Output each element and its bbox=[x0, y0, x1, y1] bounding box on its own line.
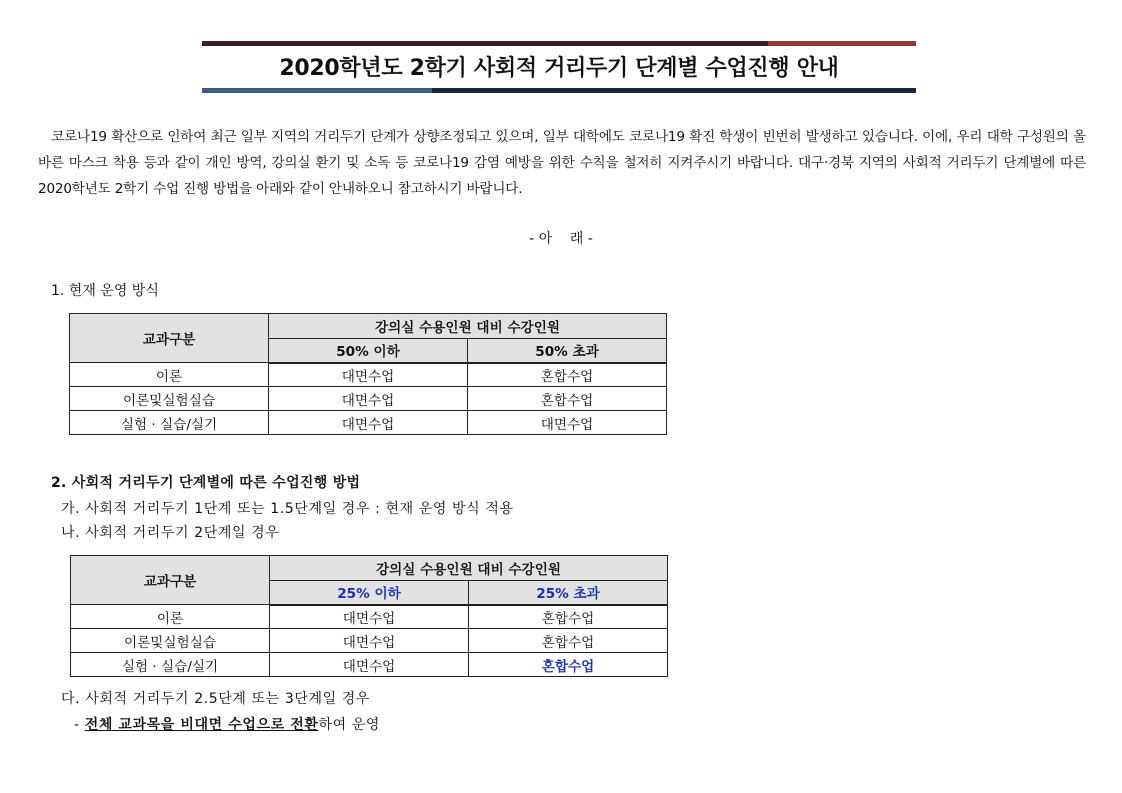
table-cell-type: 이론 bbox=[70, 363, 269, 387]
table-row bbox=[70, 411, 667, 435]
table-row bbox=[71, 653, 668, 677]
section2-heading: 2. 사회적 거리두기 단계별에 따른 수업진행 방법 bbox=[51, 475, 361, 491]
table-cell-type: 실험 · 실습/실기 bbox=[70, 411, 269, 435]
table-cell: 대면수업 bbox=[270, 605, 469, 629]
table-sub-header: 50% 초과 bbox=[468, 339, 667, 363]
table-row bbox=[71, 605, 668, 629]
table-cell: 대면수업 bbox=[269, 363, 468, 387]
dash-emphasis: 전체 교과목을 비대면 수업으로 전환 bbox=[84, 717, 319, 733]
section1-heading: 1. 현재 운영 방식 bbox=[51, 283, 159, 299]
current-operation-table bbox=[69, 313, 667, 435]
table-cell: 혼합수업 bbox=[469, 629, 668, 653]
table-cell-highlight: 혼합수업 bbox=[469, 653, 668, 677]
title-banner bbox=[202, 41, 916, 93]
dash-suffix: 하여 운영 bbox=[318, 717, 381, 733]
dash-prefix: - bbox=[74, 717, 85, 733]
item-na: 나. 사회적 거리두기 2단계일 경우 bbox=[61, 525, 280, 541]
table-row bbox=[70, 363, 667, 387]
page-title: 2020학년도 2학기 사회적 거리두기 단계별 수업진행 안내 bbox=[279, 56, 839, 81]
below-marker: - 아 래 - bbox=[529, 231, 593, 247]
item-dash bbox=[74, 714, 380, 734]
table-col-label: 교과구분 bbox=[71, 556, 270, 605]
intro-paragraph bbox=[38, 124, 1086, 202]
table-sub-header: 50% 이하 bbox=[269, 339, 468, 363]
table-cell: 대면수업 bbox=[468, 411, 667, 435]
table-cell: 혼합수업 bbox=[468, 363, 667, 387]
table-cell: 대면수업 bbox=[269, 411, 468, 435]
table-cell: 대면수업 bbox=[270, 629, 469, 653]
item-da: 다. 사회적 거리두기 2.5단계 또는 3단계일 경우 bbox=[61, 691, 371, 707]
table-cell: 대면수업 bbox=[269, 387, 468, 411]
table-cell-type: 이론및실험실습 bbox=[71, 629, 270, 653]
level2-table bbox=[70, 555, 668, 677]
table-row bbox=[70, 387, 667, 411]
table-cell-type: 이론및실험실습 bbox=[70, 387, 269, 411]
table-cell-type: 이론 bbox=[71, 605, 270, 629]
table-sub-header: 25% 이하 bbox=[270, 581, 469, 605]
title-bottom-rule bbox=[202, 88, 916, 93]
table-col-label: 교과구분 bbox=[70, 314, 269, 363]
item-ga: 가. 사회적 거리두기 1단계 또는 1.5단계일 경우 : 현재 운영 방식 적용 bbox=[61, 501, 514, 517]
table-row bbox=[71, 629, 668, 653]
table-group-header: 강의실 수용인원 대비 수강인원 bbox=[269, 314, 667, 339]
table-cell-type: 실험 · 실습/실기 bbox=[71, 653, 270, 677]
table-cell: 혼합수업 bbox=[468, 387, 667, 411]
intro-text: 코로나19 확산으로 인하여 최근 일부 지역의 거리두기 단계가 상향조정되고 있으며, 일부 대학에도 코로나19 확진 학생이 빈번히 발생하고 있습니다. 이에, 우리 대학 구성원의 올바른 마스크 착용 등과 같이 개인 방역, 강의실 환기 및 소독 등 코로나19 감염 예방을 위한 수칙을 철저히 지켜주시기 바랍니다. 대구·경북 지역의 사회적 거리두기 단계별에 따른 2020학년도 2학기 수업 진행 방법을 아래와 같이 안내하오니 참고하시기 바랍니다. bbox=[38, 129, 1086, 197]
table-group-header: 강의실 수용인원 대비 수강인원 bbox=[270, 556, 668, 581]
table-sub-header: 25% 초과 bbox=[469, 581, 668, 605]
table-cell: 대면수업 bbox=[270, 653, 469, 677]
table-cell: 혼합수업 bbox=[469, 605, 668, 629]
